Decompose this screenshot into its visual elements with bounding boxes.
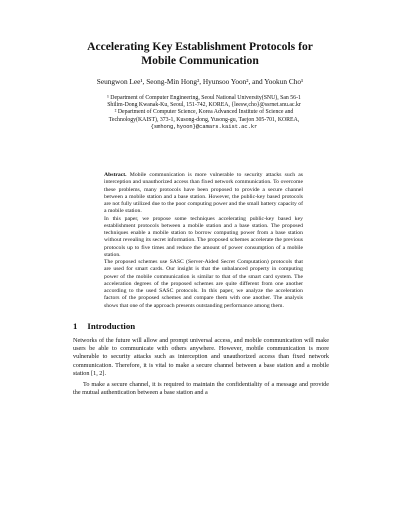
- abstract-paragraph-3: The proposed schemes use SASC (Server-Aided Secret Computation) protocols that are used for smart cards. Our insight is that the unbalanced property in computing power of the mobile communication is similar to that of the smart card system. The acceleration degrees of the proposed schemes are quite different from one another according to the used SASC protocols. In this paper, we analyze the acceleration factors of the proposed schemes and compare them with one another. The analysis shows that one of the approach presents outstanding performance among them.: [104, 259, 303, 309]
- abstract: [104, 172, 303, 310]
- abstract-paragraph-2: In this paper, we propose some techniques accelerating public-key based key establishment protocols between a mobile station and a base station. The proposed techniques enable a mobile station to borrow computing power from a base station without revealing its secret information. The proposed schemes accelerate the previous protocols up to five times and reduce the amount of power consumption of a mobile station.: [104, 215, 303, 258]
- section-title: Introduction: [87, 321, 136, 331]
- affiliation-2-line1: ² Department of Computer Science, Korea Advanced Institute of Science and: [114, 109, 294, 116]
- affiliation-1-line2: Shilim-Dong Kwanak-Ku, Seoul, 151-742, KOREA, {leesw,cho}@ssrnet.snu.ac.kr: [107, 102, 301, 109]
- paper-title-line1: Accelerating Key Establishment Protocols for: [87, 40, 313, 53]
- affiliation-2-line2: Technology(KAIST), 373-1, Kusong-dong, Yusong-gu, Taejon 305-701, KOREA,: [108, 116, 300, 123]
- abstract-label: Abstract.: [104, 172, 127, 178]
- affiliation-1-line1: ¹ Department of Computer Engineering, Seoul National University(SNU), San 56-1: [107, 95, 301, 101]
- paper-title-line2: Mobile Communication: [141, 54, 259, 67]
- affiliation-2-email: {smhong,hyoon}@camars.kaist.ac.kr: [150, 123, 258, 130]
- affiliations: [66, 95, 342, 131]
- abstract-paragraph-1: [104, 172, 303, 216]
- body-paragraph-1: Networks of the future will allow and prompt universal access, and mobile communication will make users be able to communicate with others anywhere. However, mobile communication is more vulnerable to security attacks such as interception and unauthorized access than fixed network communication. Therefore, it is vital to make a secure channel between a base station and a mobile station [1, 2].: [73, 337, 329, 377]
- body-paragraph-2: To make a secure channel, it is required to maintain the confidentiality of a message and provide the mutual authentication between a base station and a: [73, 381, 329, 397]
- section-heading: [73, 321, 135, 331]
- paper-title: [0, 40, 400, 68]
- abstract-text-1: Mobile communication is more vulnerable to security attacks such as interception and unauthorized access than fixed network communication. To overcome these problems, many protocols have been proposed to provide a secure channel between a mobile station and a base station. However, the public-key based protocols are not fully utilized due to the poor computing power and the small battery capacity of a mobile station.: [104, 172, 303, 215]
- author-list: Seungwon Lee¹, Seong-Min Hong², Hyunsoo Yoon², and Yookun Cho¹: [96, 77, 304, 86]
- body-text: [73, 337, 329, 400]
- section-number: 1: [73, 321, 78, 331]
